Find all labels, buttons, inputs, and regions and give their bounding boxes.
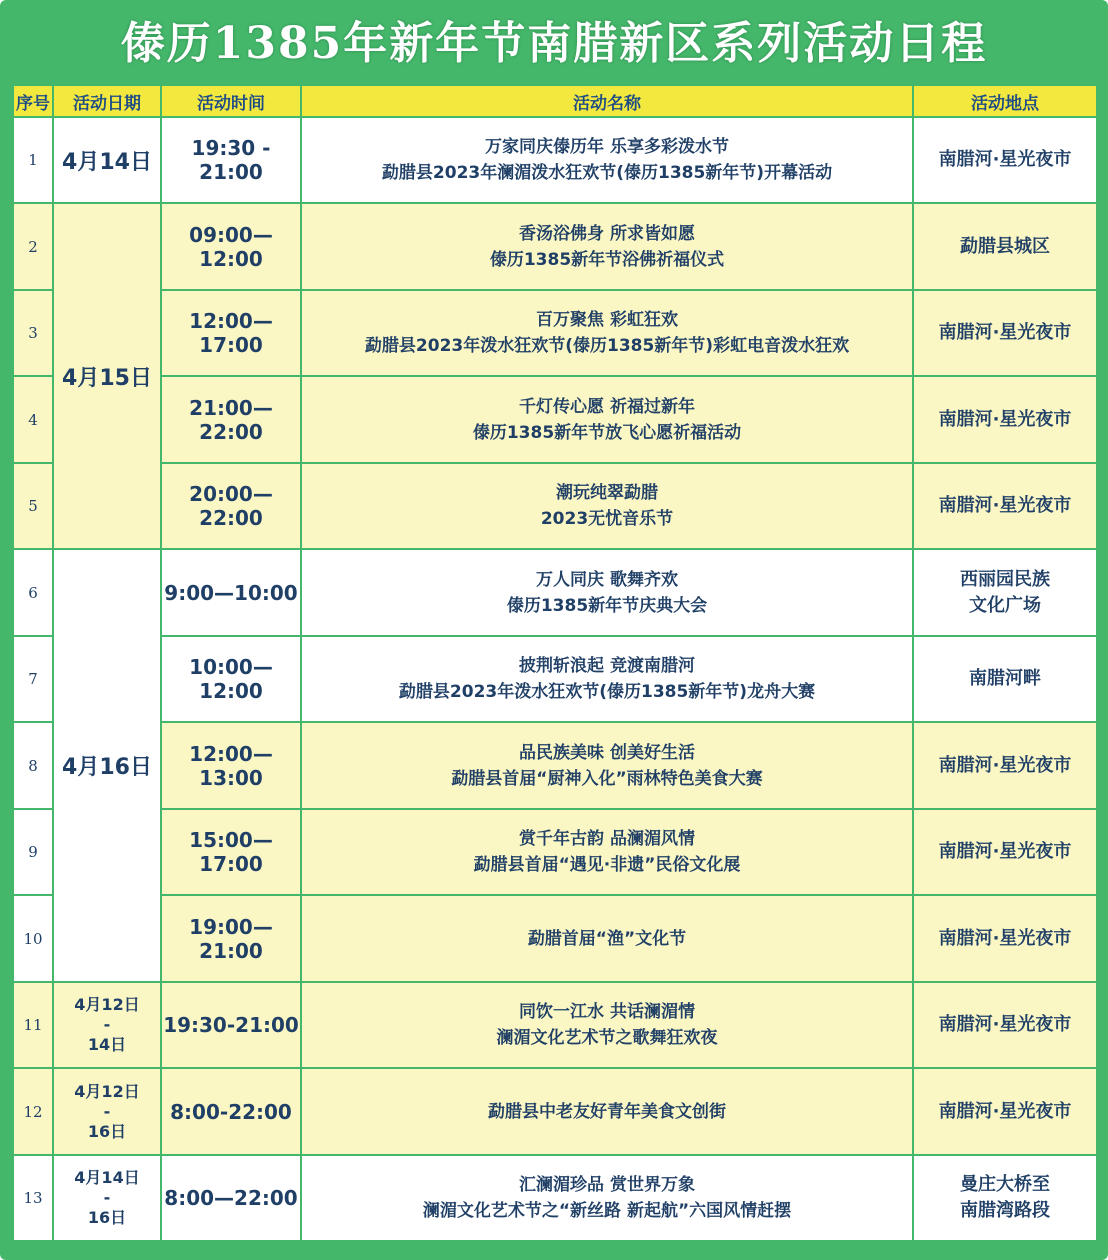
row-date: 4月16日 (53, 549, 161, 982)
row-place: 南腊河·星光夜市 (913, 809, 1097, 895)
row-date-sep: - (103, 1015, 111, 1034)
row-name (301, 376, 913, 463)
table-row (13, 549, 1097, 636)
row-name-line1: 潮玩纯翠勐腊 (556, 483, 658, 503)
row-name-line1: 香汤浴佛身 所求皆如愿 (519, 223, 695, 244)
row-name-line1: 品民族美味 创美好生活 (519, 742, 695, 763)
table-row (13, 463, 1097, 549)
row-place: 南腊河·星光夜市 (913, 722, 1097, 809)
row-index: 1 (13, 117, 53, 203)
row-name-line1: 同饮一江水 共话澜湄情 (519, 1002, 695, 1022)
row-index: 8 (13, 722, 53, 809)
row-index: 5 (13, 463, 53, 549)
row-date-start: 4月12日 (74, 1081, 140, 1101)
row-name-line2: 勐腊县首届“遇见·非遗”民俗文化展 (473, 855, 741, 875)
row-name (301, 290, 913, 376)
header-row (13, 85, 1097, 117)
row-time: 8:00-22:00 (161, 1068, 301, 1155)
row-name-line2: 勐腊县首届“厨神入化”雨林特色美食大赛 (451, 768, 763, 789)
row-time: 19:30-21:00 (161, 982, 301, 1068)
row-name (301, 722, 913, 809)
row-place-line1: 曼庄大桥至 (960, 1174, 1050, 1195)
row-name-line2: 傣历1385新年节庆典大会 (506, 595, 708, 616)
table-row (13, 636, 1097, 722)
row-date-sep: - (103, 1101, 111, 1121)
row-index: 3 (13, 290, 53, 376)
row-index: 10 (13, 895, 53, 982)
row-name (301, 809, 913, 895)
row-time: 9:00—10:00 (161, 549, 301, 636)
row-index: 9 (13, 809, 53, 895)
row-date-end: 16日 (87, 1121, 127, 1141)
row-place: 南腊河·星光夜市 (913, 376, 1097, 463)
row-time: 09:00—12:00 (161, 203, 301, 290)
row-name (301, 982, 913, 1068)
row-date: 4月15日 (53, 203, 161, 549)
header-date: 活动日期 (53, 85, 161, 117)
table-row (13, 290, 1097, 376)
row-date-end: 14日 (87, 1035, 127, 1054)
row-name-line1: 百万聚焦 彩虹狂欢 (536, 310, 678, 330)
row-index: 7 (13, 636, 53, 722)
table-row (13, 895, 1097, 982)
row-date (53, 1155, 161, 1241)
row-place: 南腊河·星光夜市 (913, 895, 1097, 982)
row-name-line2: 澜湄文化艺术节之“新丝路 新起航”六国风情赶摆 (422, 1201, 792, 1221)
row-date (53, 1068, 161, 1155)
row-index: 6 (13, 549, 53, 636)
row-name-line1: 千灯传心愿 祈福过新年 (519, 396, 695, 417)
row-index: 11 (13, 982, 53, 1068)
header-name: 活动名称 (301, 85, 913, 117)
table-row (13, 117, 1097, 203)
row-name-line1: 赏千年古韵 品澜湄风情 (519, 829, 695, 849)
row-place-line2: 文化广场 (969, 594, 1041, 616)
row-time: 15:00—17:00 (161, 809, 301, 895)
row-time: 21:00—22:00 (161, 376, 301, 463)
row-place (913, 1155, 1097, 1241)
row-date-end: 16日 (87, 1208, 127, 1227)
row-name-line2: 2023无忧音乐节 (540, 509, 674, 529)
page-title: 傣历1385年新年节南腊新区系列活动日程 (120, 18, 988, 69)
row-name-line2: 傣历1385新年节浴佛祈福仪式 (489, 249, 725, 270)
row-index: 2 (13, 203, 53, 290)
row-time: 10:00—12:00 (161, 636, 301, 722)
row-place: 南腊河畔 (913, 636, 1097, 722)
row-name-line1: 汇澜湄珍品 赏世界万象 (519, 1175, 695, 1195)
row-time: 19:30 - 21:00 (161, 117, 301, 203)
row-index: 13 (13, 1155, 53, 1241)
row-name (301, 1155, 913, 1241)
table-row (13, 203, 1097, 290)
row-date-sep: - (103, 1188, 111, 1207)
header-time: 活动时间 (161, 85, 301, 117)
row-name: 勐腊县中老友好青年美食文创街 (301, 1068, 913, 1155)
row-date-start: 4月14日 (74, 1168, 140, 1187)
row-time: 8:00—22:00 (161, 1155, 301, 1241)
schedule-table (12, 84, 1098, 1242)
row-name-line1: 万家同庆傣历年 乐享多彩泼水节 (485, 137, 729, 157)
header-index: 序号 (13, 85, 53, 117)
row-time: 19:00—21:00 (161, 895, 301, 982)
row-name-line2: 傣历1385新年节放飞心愿祈福活动 (472, 422, 742, 443)
row-place: 南腊河·星光夜市 (913, 1068, 1097, 1155)
table-row (13, 809, 1097, 895)
table-row (13, 376, 1097, 463)
row-date: 4月14日 (53, 117, 161, 203)
row-place: 勐腊县城区 (913, 203, 1097, 290)
row-place: 南腊河·星光夜市 (913, 463, 1097, 549)
row-place-line1: 西丽园民族 (960, 568, 1050, 590)
row-name-line2: 澜湄文化艺术节之歌舞狂欢夜 (496, 1028, 718, 1048)
row-time: 12:00—13:00 (161, 722, 301, 809)
row-name (301, 463, 913, 549)
row-name-line2: 勐腊县2023年泼水狂欢节(傣历1385新年节)龙舟大赛 (398, 682, 816, 702)
row-name-line1: 万人同庆 歌舞齐欢 (536, 569, 678, 590)
row-place (913, 549, 1097, 636)
row-name (301, 549, 913, 636)
row-time: 20:00—22:00 (161, 463, 301, 549)
row-name (301, 636, 913, 722)
table-row (13, 982, 1097, 1068)
table-row (13, 1155, 1097, 1241)
row-time: 12:00—17:00 (161, 290, 301, 376)
row-name: 勐腊首届“渔”文化节 (301, 895, 913, 982)
row-place: 南腊河·星光夜市 (913, 117, 1097, 203)
row-name (301, 117, 913, 203)
row-place: 南腊河·星光夜市 (913, 290, 1097, 376)
row-name-line2: 勐腊县2023年澜湄泼水狂欢节(傣历1385新年节)开幕活动 (381, 163, 833, 183)
row-name (301, 203, 913, 290)
row-index: 12 (13, 1068, 53, 1155)
header-place: 活动地点 (913, 85, 1097, 117)
row-date-start: 4月12日 (74, 995, 140, 1014)
row-date (53, 982, 161, 1068)
row-place-line2: 南腊湾路段 (960, 1200, 1050, 1221)
row-name-line1: 披荆斩浪起 竞渡南腊河 (519, 656, 695, 676)
table-row (13, 1068, 1097, 1155)
table-row (13, 722, 1097, 809)
row-place: 南腊河·星光夜市 (913, 982, 1097, 1068)
row-name-line2: 勐腊县2023年泼水狂欢节(傣历1385新年节)彩虹电音泼水狂欢 (364, 336, 850, 356)
row-index: 4 (13, 376, 53, 463)
